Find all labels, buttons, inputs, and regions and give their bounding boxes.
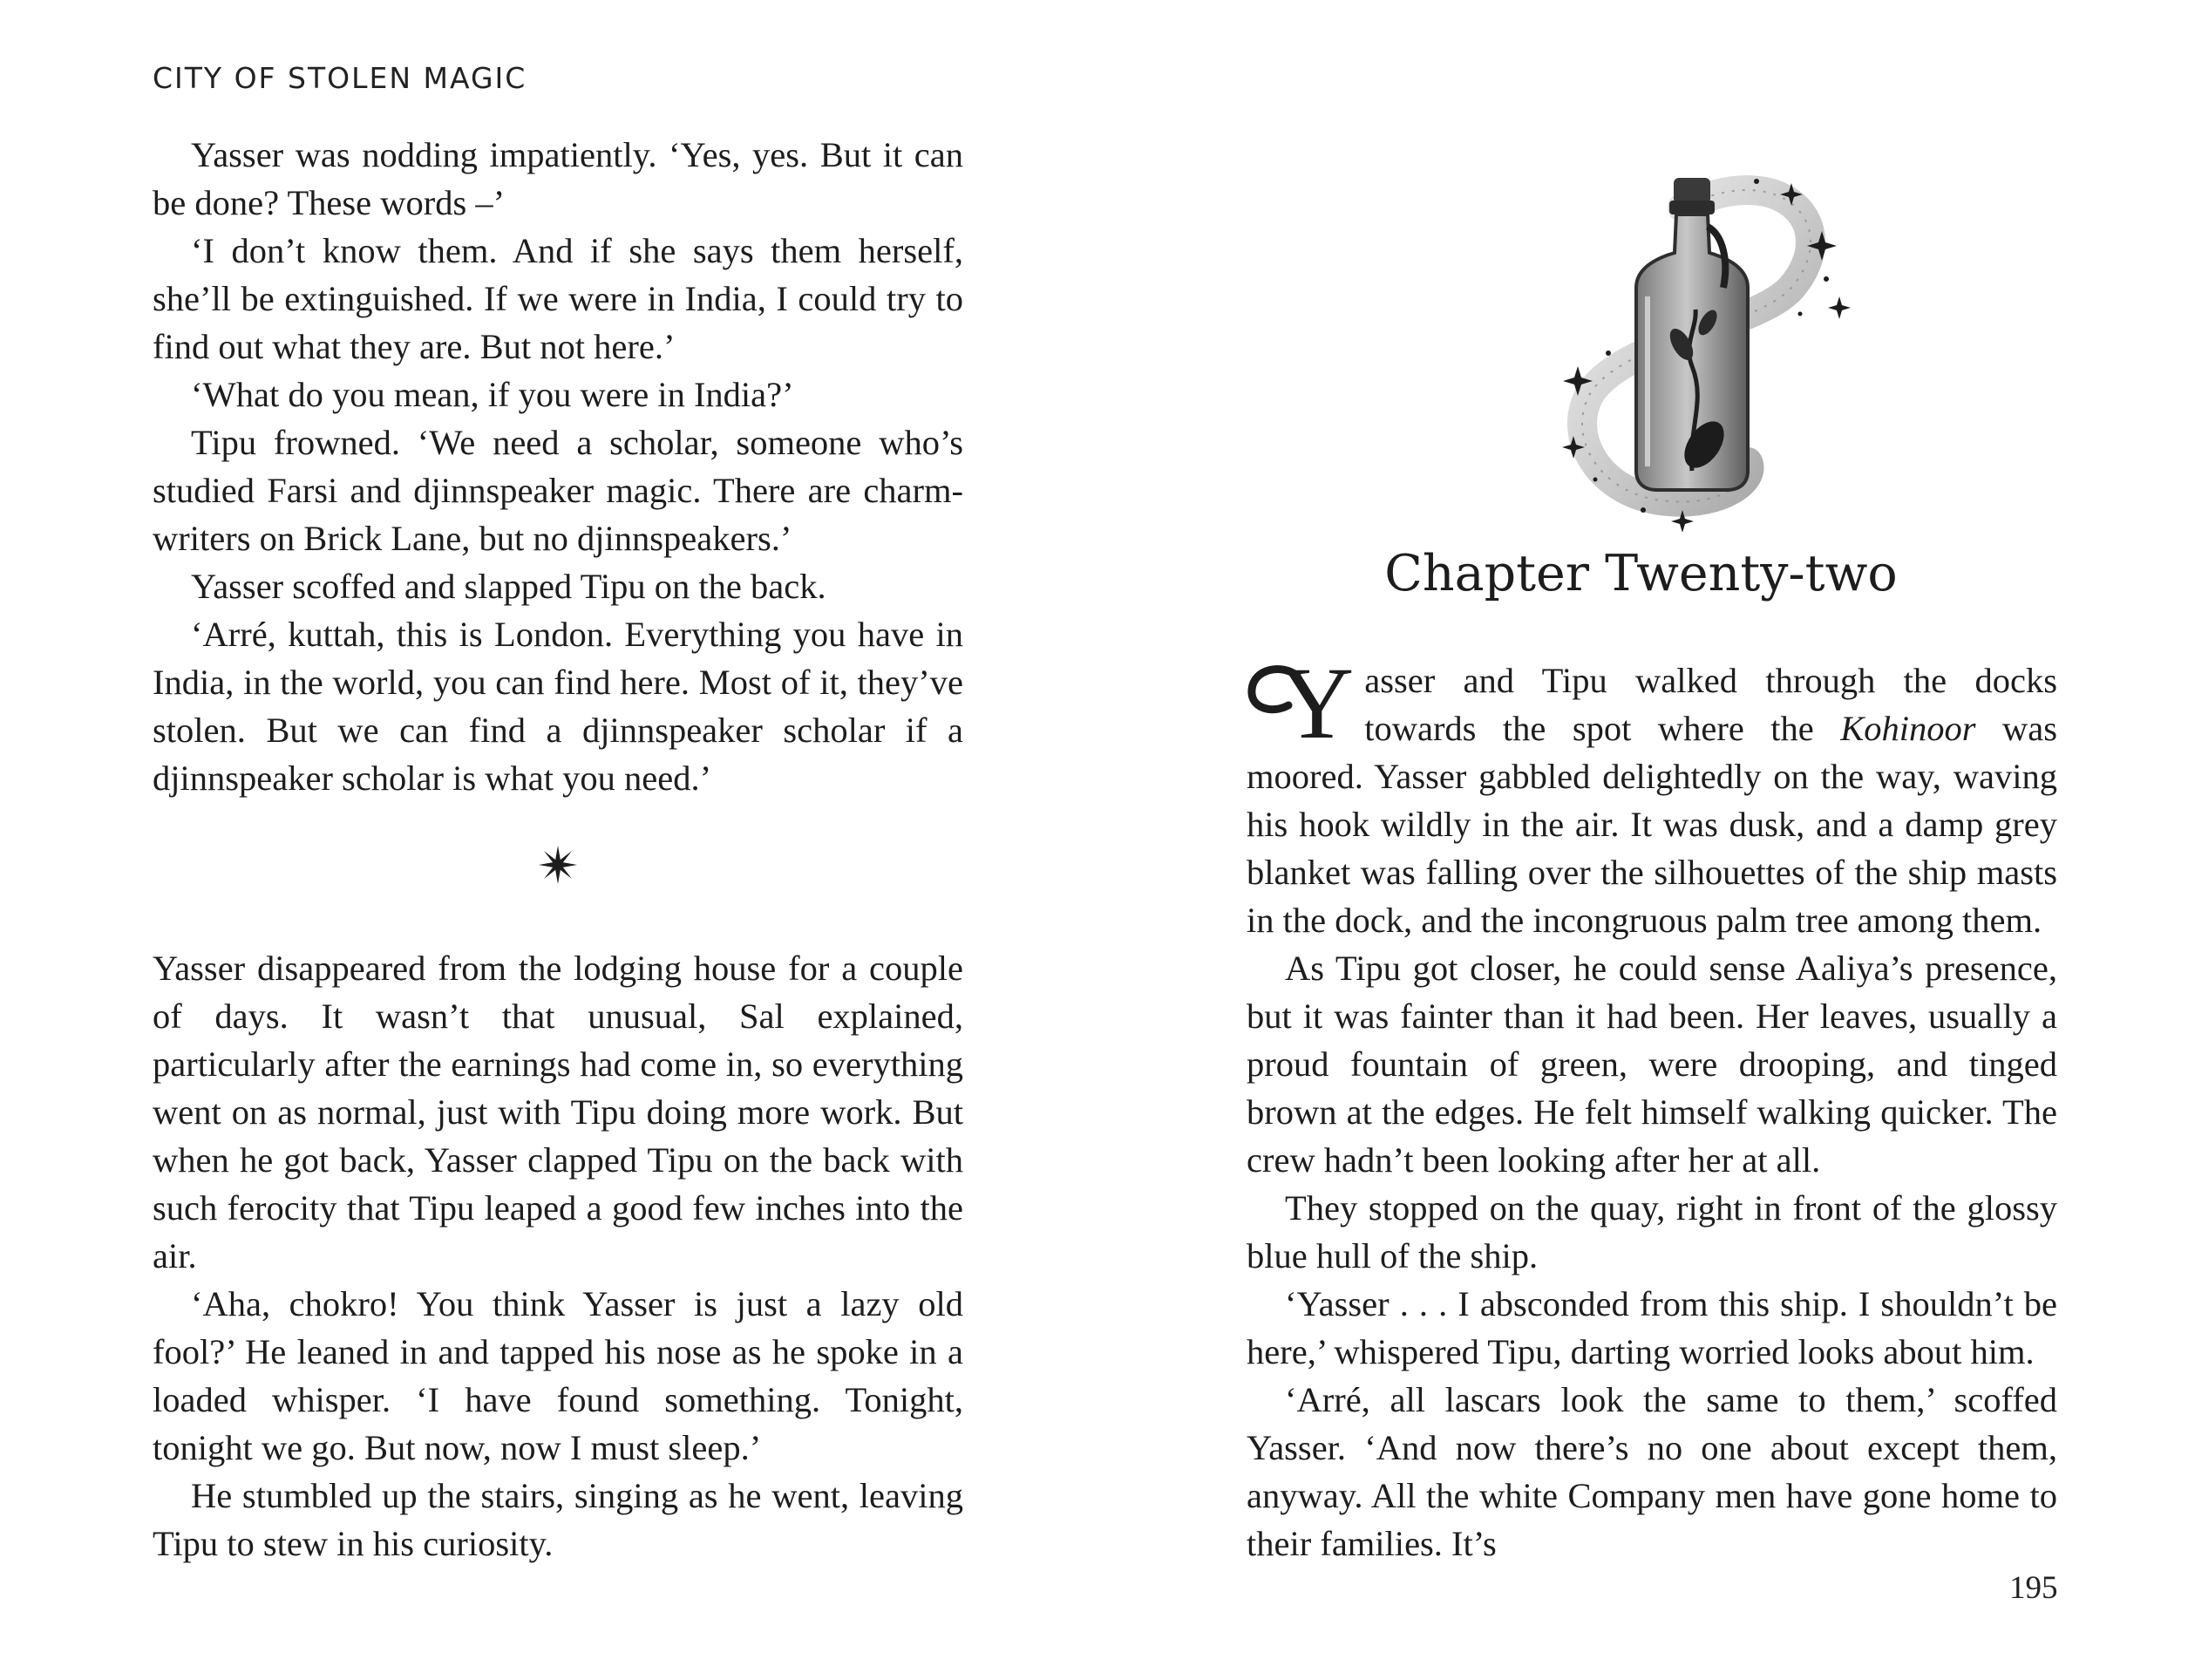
paragraph: They stopped on the quay, right in front of the glossy blue hull of the ship. (1247, 1188, 2057, 1275)
ship-name: Kohinoor (1840, 709, 1976, 748)
star-ornament-icon (539, 846, 577, 884)
paragraph: Tipu frowned. ‘We need a scholar, someone who’s studied Farsi and djinnspeaker magic. There are charm-writers on Brick Lane, but no djinnspeakers.’ (153, 423, 963, 558)
left-text-bottom (153, 944, 963, 1568)
chapter-title: Chapter Twenty-two (1384, 545, 1898, 602)
running-head: CITY OF STOLEN MAGIC (153, 61, 527, 95)
drop-cap: Y (1280, 646, 1355, 760)
paragraph: ‘Aha, chokro! You think Yasser is just a lazy old fool?’ He leaned in and tapped his nose as he spoke in a loaded whisper. ‘I have found something. Tonight, tonight we go. But now, now I must sleep.’ (153, 1284, 963, 1467)
right-text (1247, 646, 2057, 1568)
paragraph: As Tipu got closer, he could sense Aaliya’s presence, but it was fainter than it had been. Her leaves, usually a proud fountain of green, were drooping, and tinged brown at the edges. He felt himself walking quicker. The crew hadn’t been looking after her at all. (1247, 949, 2057, 1180)
page-number: 195 (2009, 1570, 2058, 1606)
drop-cap-swash-icon (1247, 660, 1308, 747)
paragraph: ‘Yasser . . . I absconded from this ship. I shouldn’t be here,’ whispered Tipu, darting worried looks about him. (1247, 1284, 2057, 1371)
paragraph: He stumbled up the stairs, singing as he went, leaving Tipu to stew in his curiosity. (153, 1476, 963, 1563)
paragraph (1247, 646, 2057, 944)
paragraph: ‘I don’t know them. And if she says them herself, she’ll be extinguished. If we were in India, I could try to find out what they are. But not here.’ (153, 231, 963, 366)
paragraph: ‘What do you mean, if you were in India?’ (191, 375, 794, 414)
opening-paragraph (1247, 646, 2057, 944)
paragraph: Yasser disappeared from the lodging house for a couple of days. It wasn’t that unusual, Sal explained, particularly after the earnings had come in, so everything went on as normal, just with Tipu doing more work. But when he got back, Yasser clapped Tipu on the back with such ferocity that Tipu leaped a good few inches into the air. (153, 949, 963, 1275)
paragraph-text: was moored. Yasser gabbled delightedly on the way, waving his hook wildly in the air. It was dusk, and a damp grey blanket was falling over the silhouettes of the ship masts in the dock, and the incongruous palm tree among them. (1247, 709, 2057, 940)
paragraph: ‘Arré, kuttah, this is London. Everything you have in India, in the world, you can find here. Most of it, they’ve stolen. But we can find a djinnspeaker scholar if a djinnspeaker scholar is what you need.’ (153, 615, 963, 798)
bottle-with-plant-icon (1495, 166, 1913, 532)
paragraph-text: asser and Tipu walked through the docks towards the spot where the (1364, 661, 2057, 748)
left-text-top (153, 131, 963, 802)
right-page (1094, 0, 2188, 1680)
paragraph: Yasser was nodding impatiently. ‘Yes, yes. But it can be done? These words –’ (153, 135, 963, 222)
paragraph: Yasser scoffed and slapped Tipu on the back. (191, 567, 826, 606)
paragraph: ‘Arré, all lascars look the same to them,’ scoffed Yasser. ‘And now there’s no one about except them, anyway. All the white Company men have gone home to their families. It’s (1247, 1380, 2057, 1563)
